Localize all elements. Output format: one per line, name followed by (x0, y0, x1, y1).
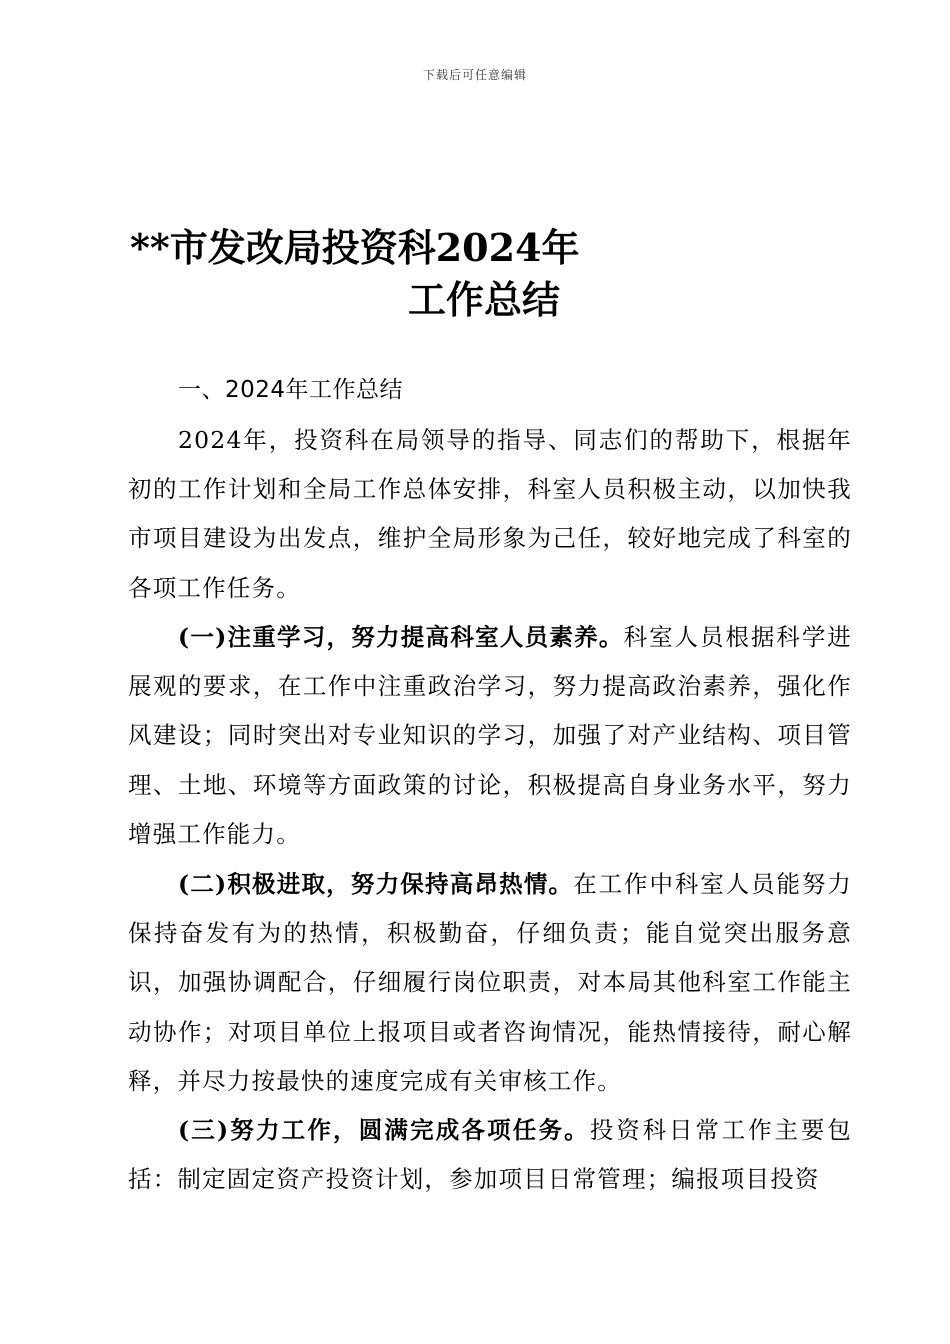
item-paragraph-2 (128, 860, 852, 1106)
document-title-line-1: **市发改局投资科2024年 (130, 225, 580, 270)
item-lead-1: (一)注重学习，努力提高科室人员素养。 (178, 623, 624, 651)
document-title-line-2: 工作总结 (408, 277, 561, 322)
intro-paragraph (128, 416, 852, 613)
header-note: 下载后可任意编辑 (422, 68, 527, 82)
item-lead-2: (二)积极进取，努力保持高昂热情。 (178, 870, 574, 898)
item-text-1: 科室人员根据科学进展观的要求，在工作中注重政治学习，努力提高政治素养，强化作风建设；同时突出对专业知识的学习，加强了对产业结构、项目管理、土地、环境等方面政策的讨论，积极提高自身业务水平，努力增强工作能力。 (128, 623, 852, 848)
section-heading: 一、2024年工作总结 (178, 377, 404, 403)
item-text-3: 投资科日常工作主要包括：制定固定资产投资计划，参加项目日常管理；编报项目投资 (128, 1116, 852, 1194)
item-lead-3: (三)努力工作，圆满完成各项任务。 (178, 1116, 590, 1144)
item-text-2: 在工作中科室人员能努力保持奋发有为的热情，积极勤奋，仔细负责；能自觉突出服务意识，加强协调配合，仔细履行岗位职责，对本局其他科室工作能主动协作；对项目单位上报项目或者咨询情况，能热情接待，耐心解释，并尽力按最快的速度完成有关审核工作。 (128, 870, 852, 1095)
intro-text: 2024年，投资科在局领导的指导、同志们的帮助下，根据年初的工作计划和全局工作总体安排，科室人员积极主动，以加快我市项目建设为出发点，维护全局形象为己任，较好地完成了科室的各项工作任务。 (128, 426, 852, 602)
item-paragraph-1 (128, 613, 852, 859)
item-paragraph-3 (128, 1106, 852, 1204)
